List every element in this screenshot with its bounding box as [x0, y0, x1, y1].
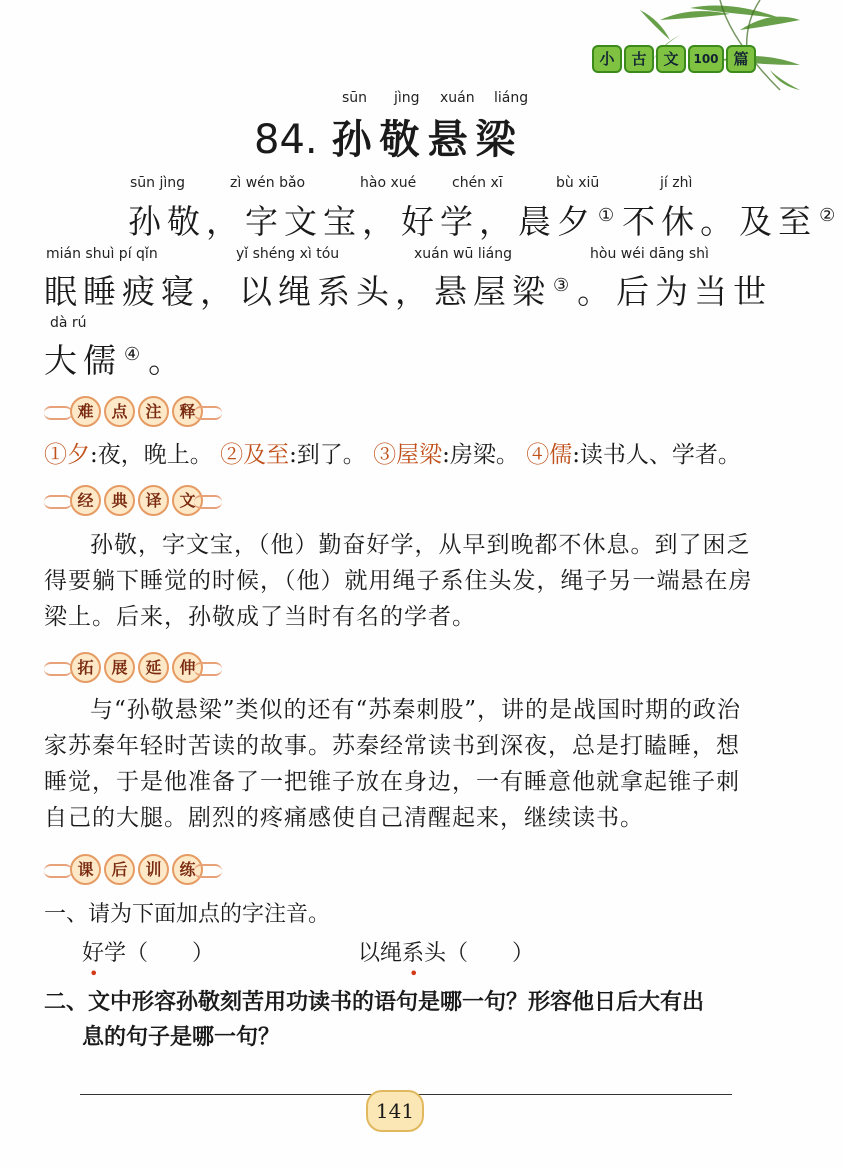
pinyin: yǐ shéng xì tóu: [236, 246, 340, 262]
note-item: ③屋梁:房梁。: [373, 442, 519, 468]
blank: 学（ ）: [104, 941, 215, 966]
pinyin: jí zhì: [660, 175, 693, 191]
pinyin: chén xī: [452, 175, 503, 191]
question-1: 一、请为下面加点的字注音。: [44, 902, 331, 927]
question-2-line-2: 息的句子是哪一句？: [82, 1024, 281, 1050]
series-char: 篇: [726, 45, 756, 73]
blank: 头（ ）: [424, 941, 535, 966]
pinyin: sūn jìng: [130, 175, 186, 191]
title-pinyin: jìng: [394, 90, 420, 106]
pinyin: xuán wū liáng: [414, 246, 512, 262]
note-ref: ④: [124, 344, 147, 365]
notes-list: [44, 436, 741, 469]
banner-char: 文: [172, 485, 203, 516]
banner-char: 延: [138, 652, 169, 683]
banner-char: 拓: [70, 652, 101, 683]
emphasis-dot: •: [409, 964, 419, 983]
title-pinyin: xuán: [440, 90, 475, 106]
banner-char: 训: [138, 854, 169, 885]
pinyin: hòu wéi dāng shì: [590, 246, 709, 262]
pinyin: hào xué: [360, 175, 417, 191]
emphasis-dot: •: [89, 964, 99, 983]
text: 。后为当世: [577, 272, 773, 311]
question-1-item-2: [358, 936, 534, 967]
banner-char: 练: [172, 854, 203, 885]
banner-char: 展: [104, 652, 135, 683]
text: 孙敬，字文宝，好学，晨夕: [128, 202, 596, 241]
text: 。: [148, 341, 188, 380]
title-pinyin: liáng: [494, 90, 529, 106]
text: 眠睡疲寝，以绳系头，悬屋梁: [44, 272, 551, 311]
banner-char: 点: [104, 396, 135, 427]
extension-paragraph: 与“孙敬悬梁”类似的还有“苏秦刺股”，讲的是战国时期的政治家苏秦年轻时苦读的故事。苏秦经常读书到深夜，总是打瞌睡，想睡觉，于是他准备了一把锥子放在身边，一有睡意他就拿起锥子刺自己的大腿。剧烈的疼痛感使自己清醒起来，继续读书。: [44, 697, 742, 831]
pinyin: mián shuì pí qǐn: [46, 246, 158, 262]
pinyin: bù xiū: [556, 175, 600, 191]
section-extension-banner: [44, 652, 224, 682]
title-number: 84.: [254, 117, 318, 163]
title-text: 孙敬悬梁: [331, 116, 524, 163]
dotted-char: 系: [402, 941, 425, 966]
note-ref: ③: [553, 275, 576, 296]
question-1-item-1: [82, 936, 214, 967]
text: 不休。及至: [622, 202, 818, 241]
dotted-char: 好: [82, 941, 105, 966]
banner-char: 注: [138, 396, 169, 427]
section-exercise-banner: [44, 854, 224, 884]
text-line-3: [44, 335, 187, 382]
section-notes-banner: [44, 396, 224, 426]
series-char: 文: [656, 45, 686, 73]
note-ref: ①: [598, 205, 621, 226]
banner-char: 释: [172, 396, 203, 427]
note-item: ④儒:读书人、学者。: [526, 442, 741, 468]
series-char: 小: [592, 45, 622, 73]
banner-char: 经: [70, 485, 101, 516]
section-translation-banner: [44, 485, 224, 515]
series-char: 古: [624, 45, 654, 73]
text-line-1: [128, 196, 843, 243]
banner-char: 译: [138, 485, 169, 516]
page-title: [254, 108, 524, 165]
series-label: [592, 45, 756, 73]
note-item: ②及至:到了。: [220, 442, 366, 468]
series-char: 100: [688, 45, 724, 73]
pinyin: zì wén bǎo: [230, 175, 306, 191]
banner-char: 典: [104, 485, 135, 516]
note-item: ①夕:夜，晚上。: [44, 442, 213, 468]
text-line-2: [44, 266, 772, 313]
page-number: 141: [366, 1090, 424, 1132]
text: 以绳: [358, 941, 403, 966]
banner-char: 难: [70, 396, 101, 427]
pinyin: dà rú: [50, 315, 87, 331]
question-2-line-1: 二、文中形容孙敬刻苦用功读书的语句是哪一句？形容他日后大有出: [44, 989, 705, 1015]
note-ref: ②: [819, 205, 842, 226]
text: 大儒: [44, 341, 122, 380]
banner-char: 后: [104, 854, 135, 885]
banner-char: 伸: [172, 652, 203, 683]
banner-char: 课: [70, 854, 101, 885]
translation-paragraph: 孙敬，字文宝，（他）勤奋好学，从早到晚都不休息。到了困乏得要躺下睡觉的时候，（他）就用绳子系住头发，绳子另一端悬在房梁上。后来，孙敬成了当时有名的学者。: [44, 532, 753, 630]
title-pinyin: sūn: [342, 90, 368, 106]
